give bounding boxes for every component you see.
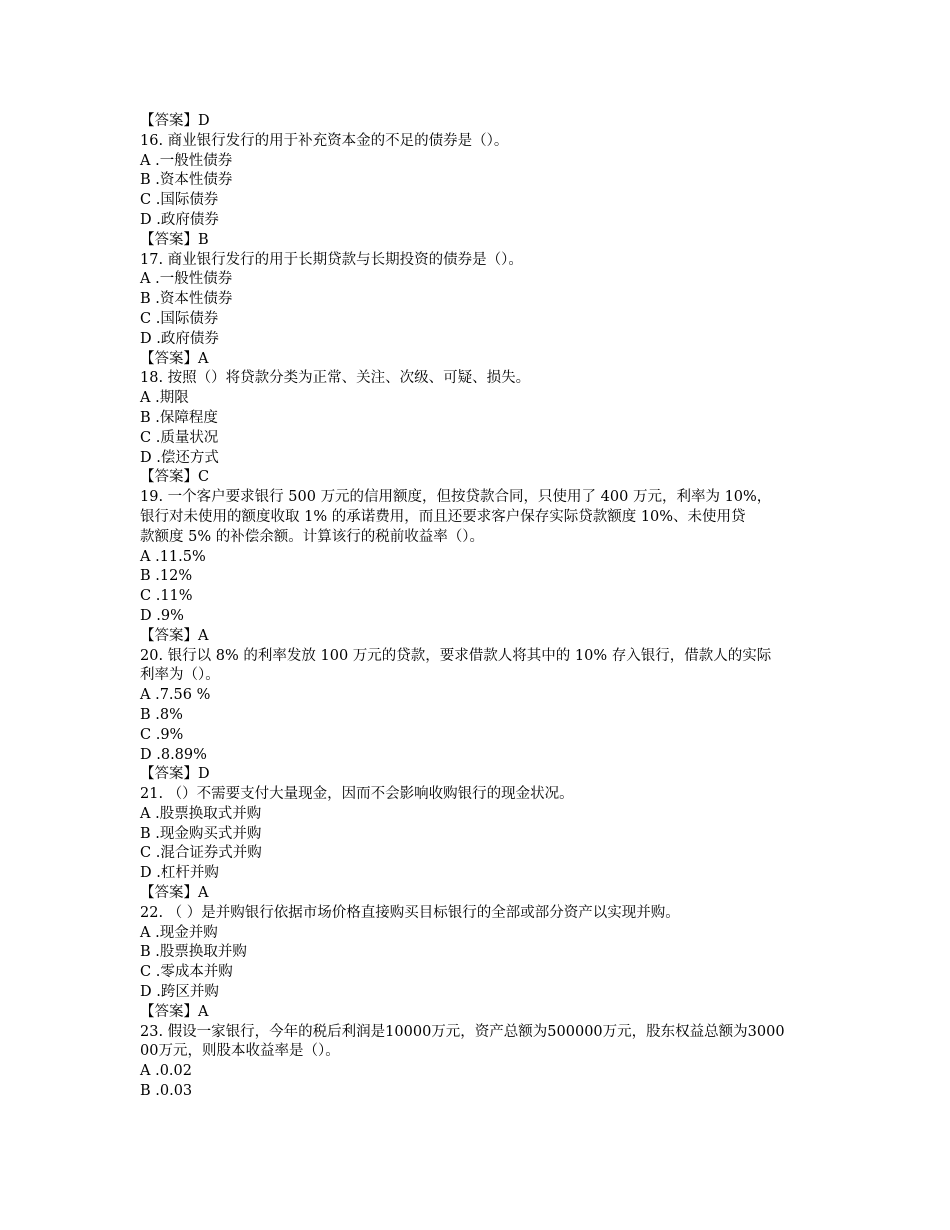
question-16: 16. 商业银行发行的用于补充资本金的不足的债券是（）。 xyxy=(140,132,509,149)
answer-line: 【答案】A xyxy=(140,885,209,902)
option-line: C .9% xyxy=(140,726,184,743)
option-line: A .股票换取式并购 xyxy=(140,805,262,822)
answer-line: 【答案】A xyxy=(140,350,209,367)
option-line: C .国际债券 xyxy=(140,192,219,209)
option-line: B .8% xyxy=(140,706,183,723)
question-20: 20. 银行以 8% 的利率发放 100 万元的贷款，要求借款人将其中的 10% 存入银行，借款人的实际 xyxy=(140,647,772,664)
answer-line: 【答案】D xyxy=(140,113,210,129)
option-line: D .偿还方式 xyxy=(140,449,219,466)
option-line: D .9% xyxy=(140,607,184,624)
option-line: D .跨区并购 xyxy=(140,984,219,1001)
question-22: 22. （ ）是并购银行依据市场价格直接购买目标银行的全部或部分资产以实现并购。 xyxy=(140,904,680,921)
option-line: A .11.5% xyxy=(140,548,206,565)
answer-line: 【答案】C xyxy=(140,469,210,486)
question-18: 18. 按照（）将贷款分类为正常、关注、次级、可疑、损失。 xyxy=(140,370,531,387)
option-line: A .0.02 xyxy=(140,1063,192,1080)
question-19-continued: 银行对未使用的额度收取 1% 的承诺费用，而且还要求客户保存实际贷款额度 10%、未使用贷 xyxy=(140,508,746,525)
option-line: A .7.56 % xyxy=(140,687,211,704)
option-line: C .质量状况 xyxy=(140,429,219,446)
question-21: 21. （）不需要支付大量现金，因而不会影响收购银行的现金状况。 xyxy=(140,786,574,803)
option-line: C .混合证券式并购 xyxy=(140,845,262,862)
option-line: B .资本性债券 xyxy=(140,172,233,189)
option-line: C .零成本并购 xyxy=(140,964,233,981)
answer-line: 【答案】A xyxy=(140,627,209,644)
option-line: C .11% xyxy=(140,588,193,605)
question-19-continued: 款额度 5% 的补偿余额。计算该行的税前收益率（）。 xyxy=(140,528,484,545)
question-23-continued: 00万元，则股本收益率是（）。 xyxy=(140,1043,340,1060)
answer-line: 【答案】A xyxy=(140,1003,209,1020)
option-line: D .8.89% xyxy=(140,746,207,763)
option-line: B .资本性债券 xyxy=(140,291,233,308)
option-line: D .杠杆并购 xyxy=(140,865,219,882)
question-20-continued: 利率为（）。 xyxy=(140,667,220,684)
option-line: A .现金并购 xyxy=(140,924,218,941)
option-line: C .国际债券 xyxy=(140,310,219,327)
answer-line: 【答案】B xyxy=(140,231,209,248)
option-line: D .政府债券 xyxy=(140,330,219,347)
option-line: B .0.03 xyxy=(140,1083,193,1100)
option-line: B .12% xyxy=(140,568,193,585)
question-17: 17. 商业银行发行的用于长期贷款与长期投资的债券是（）。 xyxy=(140,251,523,268)
option-line: B .保障程度 xyxy=(140,409,218,426)
answer-line: 【答案】D xyxy=(140,766,210,783)
option-line: D .政府债券 xyxy=(140,211,219,228)
document-page xyxy=(140,112,816,1102)
option-line: A .一般性债券 xyxy=(140,271,233,288)
option-line: A .期限 xyxy=(140,390,189,407)
option-line: B .现金购买式并购 xyxy=(140,825,262,842)
option-line: B .股票换取并购 xyxy=(140,944,247,961)
option-line: A .一般性债券 xyxy=(140,152,233,169)
question-19: 19. 一个客户要求银行 500 万元的信用额度，但按贷款合同，只使用了 400 万元，利率为 10%， xyxy=(140,489,772,506)
question-23: 23. 假设一家银行，今年的税后利润是10000万元，资产总额为500000万元，股东权益总额为3000 xyxy=(140,1023,785,1040)
